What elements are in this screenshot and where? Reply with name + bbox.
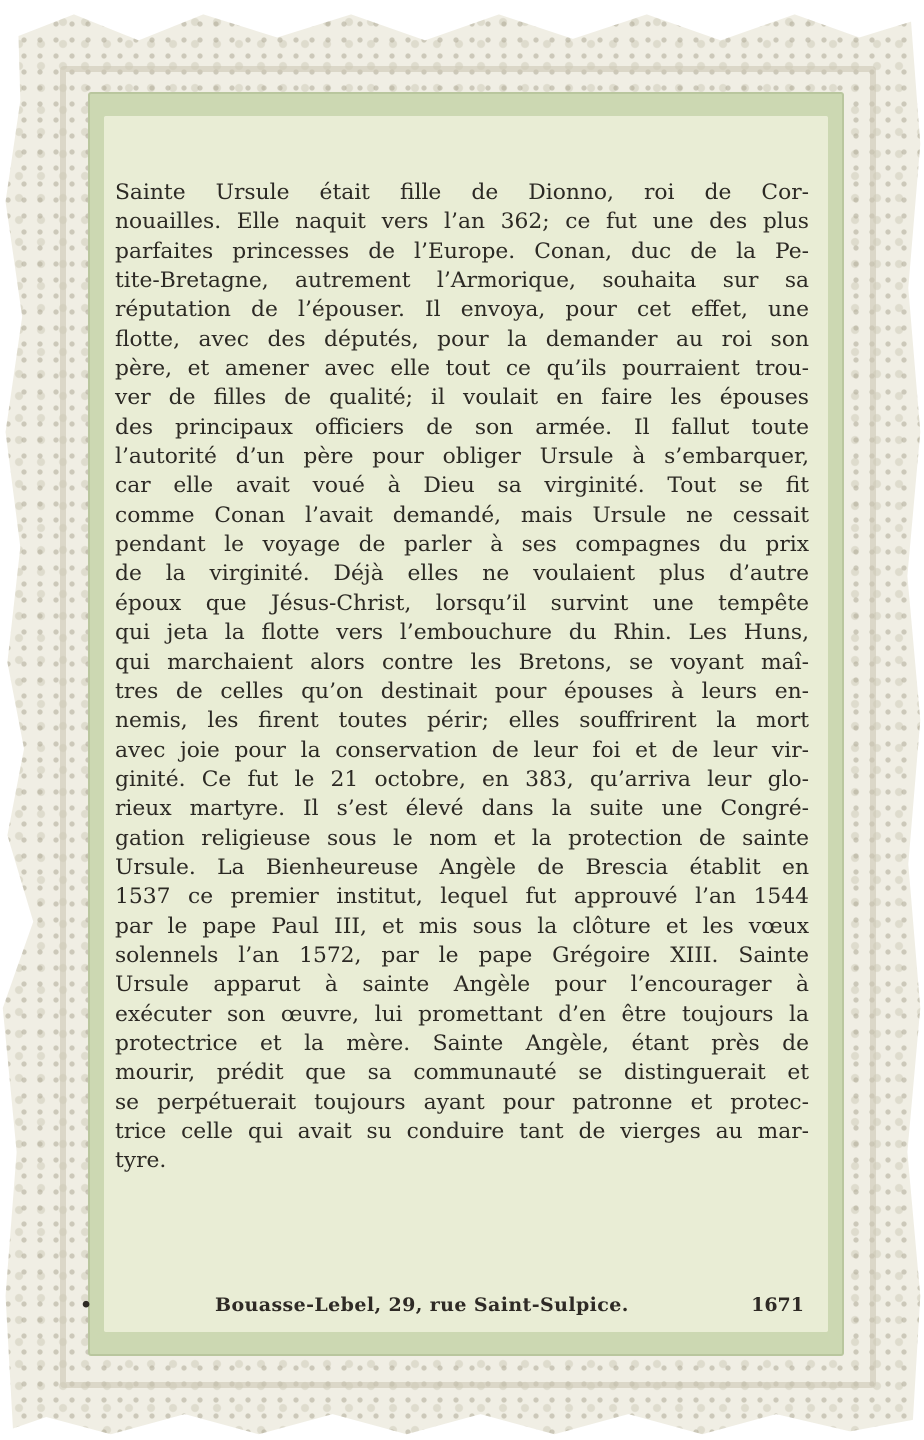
text-line: nouailles. Elle naquit vers l’an 362; ce fut une des plus [115, 209, 809, 235]
saint-ursula-text [115, 178, 809, 1176]
text-line: qui marchaient alors contre les Bretons, se voyant maî- [115, 649, 809, 675]
text-line: nemis, les firent toutes périr; elles souffrirent la mort [115, 708, 809, 734]
text-line: pendant le voyage de parler à ses compagnes du prix [115, 532, 809, 558]
text-line: époux que Jésus-Christ, lorsqu’il survint une tempête [115, 590, 809, 616]
text-line: car elle avait voué à Dieu sa virginité. Tout se fit [115, 473, 809, 499]
text-line: ver de filles de qualité; il voulait en faire les épouses [115, 385, 809, 411]
text-line: se perpétuerait toujours ayant pour patronne et protec- [115, 1089, 809, 1115]
text-line: 1537 ce premier institut, lequel fut approuvé l’an 1544 [115, 884, 809, 910]
text-line: tyre. [115, 1148, 167, 1174]
text-line: tres de celles qu’on destinait pour épouses à leurs en- [115, 678, 809, 704]
footer-bullet: • [80, 1294, 93, 1316]
text-line: réputation de l’épouser. Il envoya, pour cet effet, une [115, 297, 809, 323]
text-line: comme Conan l’avait demandé, mais Ursule ne cessait [115, 502, 809, 528]
text-line: protectrice et la mère. Sainte Angèle, étant près de [115, 1030, 809, 1056]
card-number: 1671 [751, 1294, 804, 1316]
text-line: gation religieuse sous le nom et la protection de sainte [115, 825, 809, 851]
text-line: mourir, prédit que sa communauté se distinguerait et [115, 1060, 809, 1086]
text-line: solennels l’an 1572, par le pape Grégoire XIII. Sainte [115, 942, 809, 968]
text-line: rieux martyre. Il s’est élevé dans la suite une Congré- [115, 796, 809, 822]
publisher-imprint: Bouasse-Lebel, 29, rue Saint-Sulpice. [215, 1294, 629, 1316]
text-line: tite-Bretagne, autrement l’Armorique, souhaita sur sa [115, 268, 809, 294]
text-line: par le pape Paul III, et mis sous la clôture et les vœux [115, 913, 809, 939]
text-line: parfaites princesses de l’Europe. Conan, duc de la Pe- [115, 238, 809, 264]
text-line: exécuter son œuvre, lui promettant d’en être toujours la [115, 1001, 809, 1027]
text-line: des principaux officiers de son armée. Il fallut toute [115, 414, 809, 440]
text-line: Sainte Ursule était fille de Dionno, roi de Cor- [115, 180, 809, 205]
text-line: Ursule. La Bienheureuse Angèle de Brescia établit en [115, 854, 809, 880]
text-line: l’autorité d’un père pour obliger Ursule à s’embarquer, [115, 444, 809, 470]
text-line: père, et amener avec elle tout ce qu’ils pourraient trou- [115, 356, 809, 382]
text-line: avec joie pour la conservation de leur foi et de leur vir- [115, 737, 809, 763]
text-line: de la virginité. Déjà elles ne voulaient plus d’autre [115, 561, 809, 587]
text-line: ginité. Ce fut le 21 octobre, en 383, qu’arriva leur glo- [115, 766, 809, 792]
text-line: trice celle qui avait su conduire tant de vierges au mar- [115, 1119, 809, 1144]
text-line: qui jeta la flotte vers l’embouchure du Rhin. Les Huns, [115, 620, 809, 646]
text-line: Ursule apparut à sainte Angèle pour l’encourager à [115, 972, 809, 998]
text-line: flotte, avec des députés, pour la demander au roi son [115, 326, 809, 352]
